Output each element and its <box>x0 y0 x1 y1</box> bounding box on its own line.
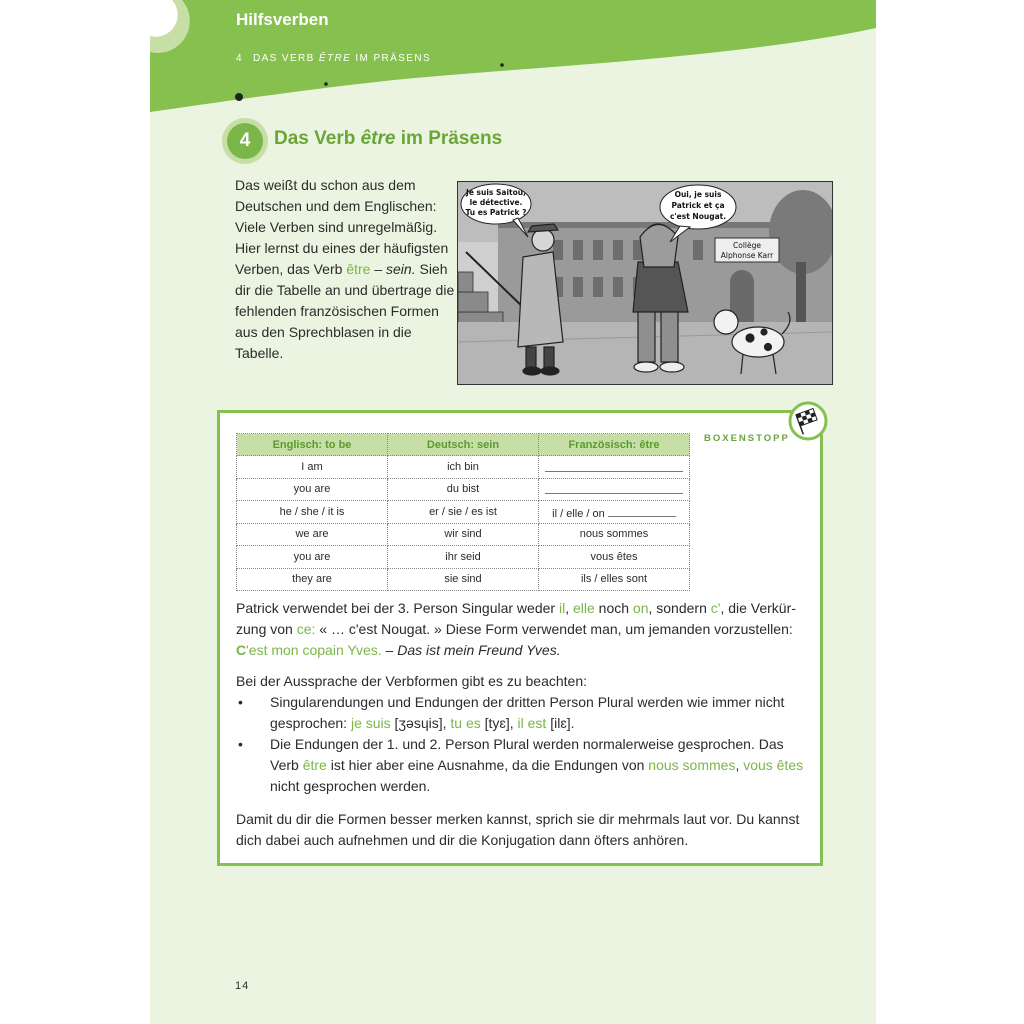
explanation-paragraph: Patrick verwendet bei der 3. Person Singular weder il, elle noch on, sondern c', die Verkürzung von ce: « … c'est Nougat. » Diese Form verwendet man, um jemanden vorzustellen: C'est mon copain Yves. – Das ist mein Freund Yves. <box>236 600 796 658</box>
table-row <box>237 568 690 591</box>
table-row <box>237 546 690 569</box>
intro-paragraph: Das weißt du schon aus dem Deutschen und dem Englischen: Viele Verben sind unregelmäßig. Hier lernst du eines der häufigsten Verben, das Verb être – sein. Sieh dir die Tabelle an und übertrage die fehlenden französischen Formen aus den Sprechblasen in die Tabelle. <box>235 177 455 361</box>
table-cell: nous sommes <box>539 523 690 546</box>
table-row <box>237 501 690 524</box>
table-cell: we are <box>237 523 388 546</box>
table-cell: sie sind <box>388 568 539 591</box>
pronunciation-intro: Bei der Aussprache der Verbformen gibt es zu beachten: <box>236 673 587 689</box>
heading-number-badge: 4 <box>227 123 263 159</box>
table-cell: I am <box>237 456 388 479</box>
svg-text:Oui, je suis: Oui, je suis <box>674 190 722 199</box>
table-cell: you are <box>237 546 388 569</box>
comic-illustration <box>457 181 833 385</box>
subsection-title: 4 DAS VERB ÊTRE IM PRÄSENS <box>236 53 432 64</box>
fill-in-blank[interactable] <box>539 478 690 501</box>
table-header: Deutsch: sein <box>388 434 539 456</box>
practice-paragraph: Damit du dir die Formen besser merken kannst, sprich sie dir mehrmals laut vor. Du kannst dich dabei auch aufnehmen und dir die Konjugation dann öfters anhören. <box>236 811 800 848</box>
table-cell: ils / elles sont <box>539 568 690 591</box>
fill-in-blank[interactable] <box>539 456 690 479</box>
svg-text:le détective.: le détective. <box>469 198 523 207</box>
table-row <box>237 478 690 501</box>
list-item: • Die Endungen der 1. und 2. Person Plural werden normalerweise gesprochen. Das Verb être ist hier aber eine Ausnahme, da die Endungen von nous sommes, vous êtes nicht gesprochen werden. <box>236 734 811 797</box>
conjugation-table <box>236 433 690 591</box>
list-item: • Singularendungen und Endungen der dritten Person Plural werden wie immer nicht gesprochen: je suis [ʒəsɥis], tu es [tyɛ], il est [ilɛ]. <box>236 692 811 734</box>
checkered-flag-icon <box>788 401 828 441</box>
section-title: Hilfsverben <box>236 10 329 29</box>
page-number: 14 <box>235 980 250 992</box>
table-header: Französisch: être <box>539 434 690 456</box>
table-header: Englisch: to be <box>237 434 388 456</box>
page <box>150 0 876 1024</box>
table-cell: du bist <box>388 478 539 501</box>
page-heading: Das Verb être im Präsens <box>274 128 503 149</box>
table-cell: ich bin <box>388 456 539 479</box>
table-header-row <box>237 434 690 456</box>
boxenstopp-box <box>217 410 823 866</box>
sign-line-2: Alphonse Karr <box>720 251 774 260</box>
table-cell: vous êtes <box>539 546 690 569</box>
fill-in-blank[interactable]: il / elle / on <box>539 501 690 524</box>
table-cell: you are <box>237 478 388 501</box>
table-cell: he / she / it is <box>237 501 388 524</box>
table-row <box>237 456 690 479</box>
pronunciation-section <box>236 671 811 797</box>
svg-text:c'est Nougat.: c'est Nougat. <box>669 212 727 221</box>
svg-text:Tu es Patrick ?: Tu es Patrick ? <box>465 208 527 217</box>
svg-text:Patrick et ça: Patrick et ça <box>671 201 725 210</box>
svg-text:Je suis Saitou,: Je suis Saitou, <box>466 188 526 197</box>
sign-line-1: Collège <box>733 241 761 250</box>
table-cell: wir sind <box>388 523 539 546</box>
boxenstopp-label: BOXENSTOPP <box>704 433 790 444</box>
table-cell: ihr seid <box>388 546 539 569</box>
subsection-number: 4 <box>236 53 243 64</box>
table-row <box>237 523 690 546</box>
table-cell: they are <box>237 568 388 591</box>
table-cell: er / sie / es ist <box>388 501 539 524</box>
